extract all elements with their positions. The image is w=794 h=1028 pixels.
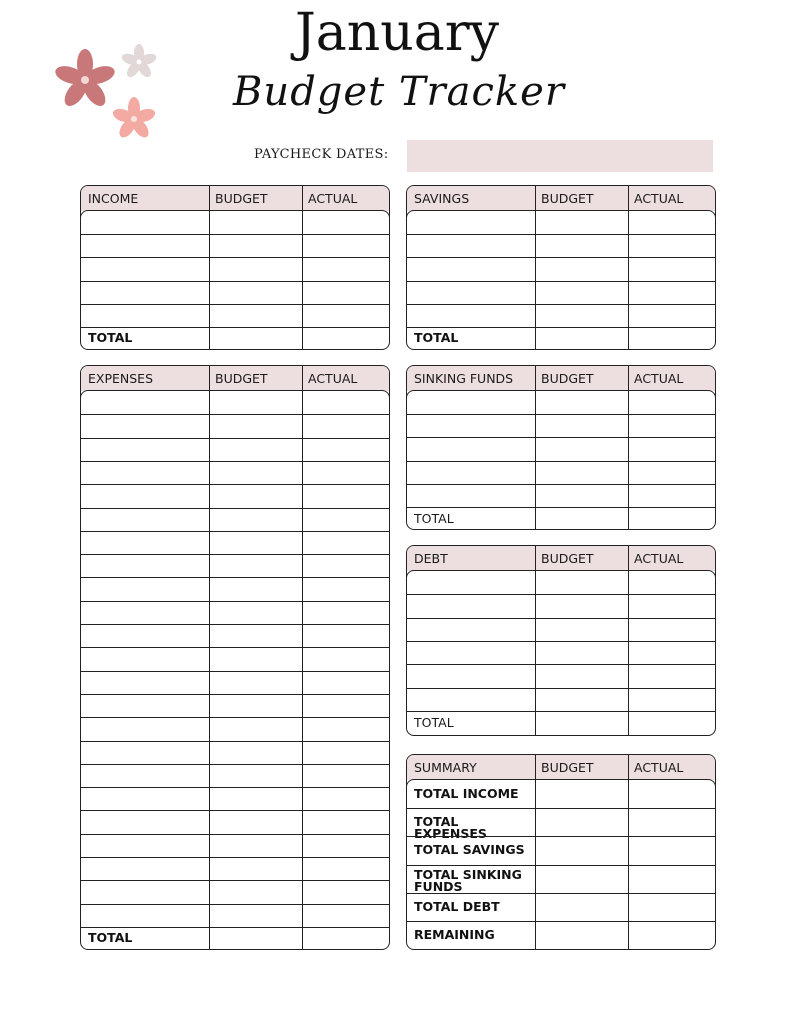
income-row[interactable] (81, 304, 389, 327)
savings-row[interactable] (407, 257, 715, 280)
expenses-row[interactable] (81, 834, 389, 857)
summary-row-label: TOTAL EXPENSES (414, 814, 487, 842)
expenses-total-label: TOTAL (88, 929, 133, 945)
summary-actual-cell[interactable] (628, 780, 715, 808)
income-row[interactable] (81, 211, 389, 234)
expenses-row[interactable] (81, 391, 389, 414)
expenses-row[interactable] (81, 647, 389, 670)
expenses-row[interactable] (81, 554, 389, 577)
summary-budget-cell[interactable] (535, 836, 628, 864)
summary-header-category: SUMMARY (414, 760, 477, 775)
expenses-row[interactable] (81, 857, 389, 880)
summary-header-budget: BUDGET (541, 760, 594, 775)
expenses-row[interactable] (81, 461, 389, 484)
expenses-row-divider (81, 927, 389, 928)
debt-table (406, 545, 716, 736)
expenses-header-category: EXPENSES (88, 371, 154, 386)
expenses-row[interactable] (81, 624, 389, 647)
savings-header-category: SAVINGS (414, 191, 470, 206)
summary-actual-cell[interactable] (628, 893, 715, 921)
expenses-row[interactable] (81, 694, 389, 717)
income-header-category: INCOME (88, 191, 139, 206)
income-row[interactable] (81, 281, 389, 304)
expenses-table (80, 365, 390, 950)
savings-row[interactable] (407, 281, 715, 304)
large-flower-icon (53, 49, 117, 110)
savings-table (406, 185, 716, 350)
savings-row[interactable] (407, 234, 715, 257)
summary-budget-cell[interactable] (535, 893, 628, 921)
savings-row-divider (407, 327, 715, 328)
summary-row (407, 808, 715, 842)
summary-row (407, 780, 715, 808)
summary-row-label: TOTAL SINKING FUNDS (414, 866, 522, 894)
sinking-funds-row[interactable] (407, 461, 715, 484)
expenses-row[interactable] (81, 508, 389, 531)
expenses-row[interactable] (81, 414, 389, 437)
savings-header-actual: ACTUAL (634, 191, 684, 206)
income-total-label: TOTAL (88, 330, 133, 345)
summary-row (407, 836, 715, 864)
debt-row[interactable] (407, 664, 715, 687)
summary-budget-cell[interactable] (535, 808, 628, 836)
summary-row-label: REMAINING (414, 927, 495, 942)
debt-total-label: TOTAL (414, 715, 454, 731)
summary-budget-cell[interactable] (535, 865, 628, 893)
summary-actual-cell[interactable] (628, 836, 715, 864)
sinking-funds-row[interactable] (407, 437, 715, 460)
summary-row (407, 921, 715, 949)
expenses-row[interactable] (81, 787, 389, 810)
expenses-header-budget: BUDGET (215, 371, 268, 386)
debt-row[interactable] (407, 594, 715, 617)
sinking-funds-row[interactable] (407, 414, 715, 437)
expenses-row[interactable] (81, 531, 389, 554)
savings-total-label: TOTAL (414, 330, 459, 345)
expenses-row[interactable] (81, 904, 389, 927)
debt-row[interactable] (407, 641, 715, 664)
expenses-row[interactable] (81, 601, 389, 624)
page-subtitle: Budget Tracker (233, 69, 565, 115)
expenses-row[interactable] (81, 880, 389, 903)
expenses-row[interactable] (81, 484, 389, 507)
income-header-actual: ACTUAL (308, 191, 358, 206)
sinking-funds-row[interactable] (407, 484, 715, 507)
summary-actual-cell[interactable] (628, 865, 715, 893)
savings-row[interactable] (407, 304, 715, 327)
summary-row-label: TOTAL INCOME (414, 786, 519, 801)
summary-row (407, 865, 715, 893)
expenses-row[interactable] (81, 717, 389, 740)
expenses-row[interactable] (81, 438, 389, 461)
summary-table (406, 754, 716, 950)
debt-header-category: DEBT (414, 551, 448, 566)
expenses-row[interactable] (81, 764, 389, 787)
sinking-funds-table (406, 365, 716, 530)
sinking-funds-header-actual: ACTUAL (634, 371, 684, 386)
expenses-row[interactable] (81, 671, 389, 694)
pink-flower-icon (111, 97, 157, 140)
flower-decoration-icon (50, 40, 165, 145)
expenses-row[interactable] (81, 577, 389, 600)
page-title: January (294, 3, 500, 63)
summary-budget-cell[interactable] (535, 921, 628, 949)
sinking-funds-row[interactable] (407, 391, 715, 414)
income-row[interactable] (81, 234, 389, 257)
grey-flower-icon (120, 44, 157, 80)
debt-row[interactable] (407, 618, 715, 641)
paycheck-dates-field[interactable] (407, 140, 713, 172)
savings-header-budget: BUDGET (541, 191, 594, 206)
summary-budget-cell[interactable] (535, 780, 628, 808)
summary-row-label: TOTAL DEBT (414, 898, 500, 914)
debt-row[interactable] (407, 571, 715, 594)
debt-header-budget: BUDGET (541, 551, 594, 566)
debt-row[interactable] (407, 688, 715, 711)
paycheck-dates-label: PAYCHECK DATES: (254, 147, 389, 162)
expenses-row[interactable] (81, 810, 389, 833)
summary-row-label: TOTAL SAVINGS (414, 842, 525, 858)
income-row[interactable] (81, 257, 389, 280)
income-table (80, 185, 390, 350)
summary-row (407, 893, 715, 921)
savings-row[interactable] (407, 211, 715, 234)
income-header-budget: BUDGET (215, 191, 268, 206)
debt-header-actual: ACTUAL (634, 551, 684, 566)
summary-actual-cell[interactable] (628, 808, 715, 836)
summary-header-actual: ACTUAL (634, 760, 684, 775)
sinking-funds-header-budget: BUDGET (541, 371, 594, 386)
expenses-header-actual: ACTUAL (308, 371, 358, 386)
expenses-row[interactable] (81, 741, 389, 764)
summary-actual-cell[interactable] (628, 921, 715, 949)
income-row-divider (81, 327, 389, 328)
sinking-funds-total-label: TOTAL (414, 510, 454, 526)
sinking-funds-header-category: SINKING FUNDS (414, 371, 514, 386)
